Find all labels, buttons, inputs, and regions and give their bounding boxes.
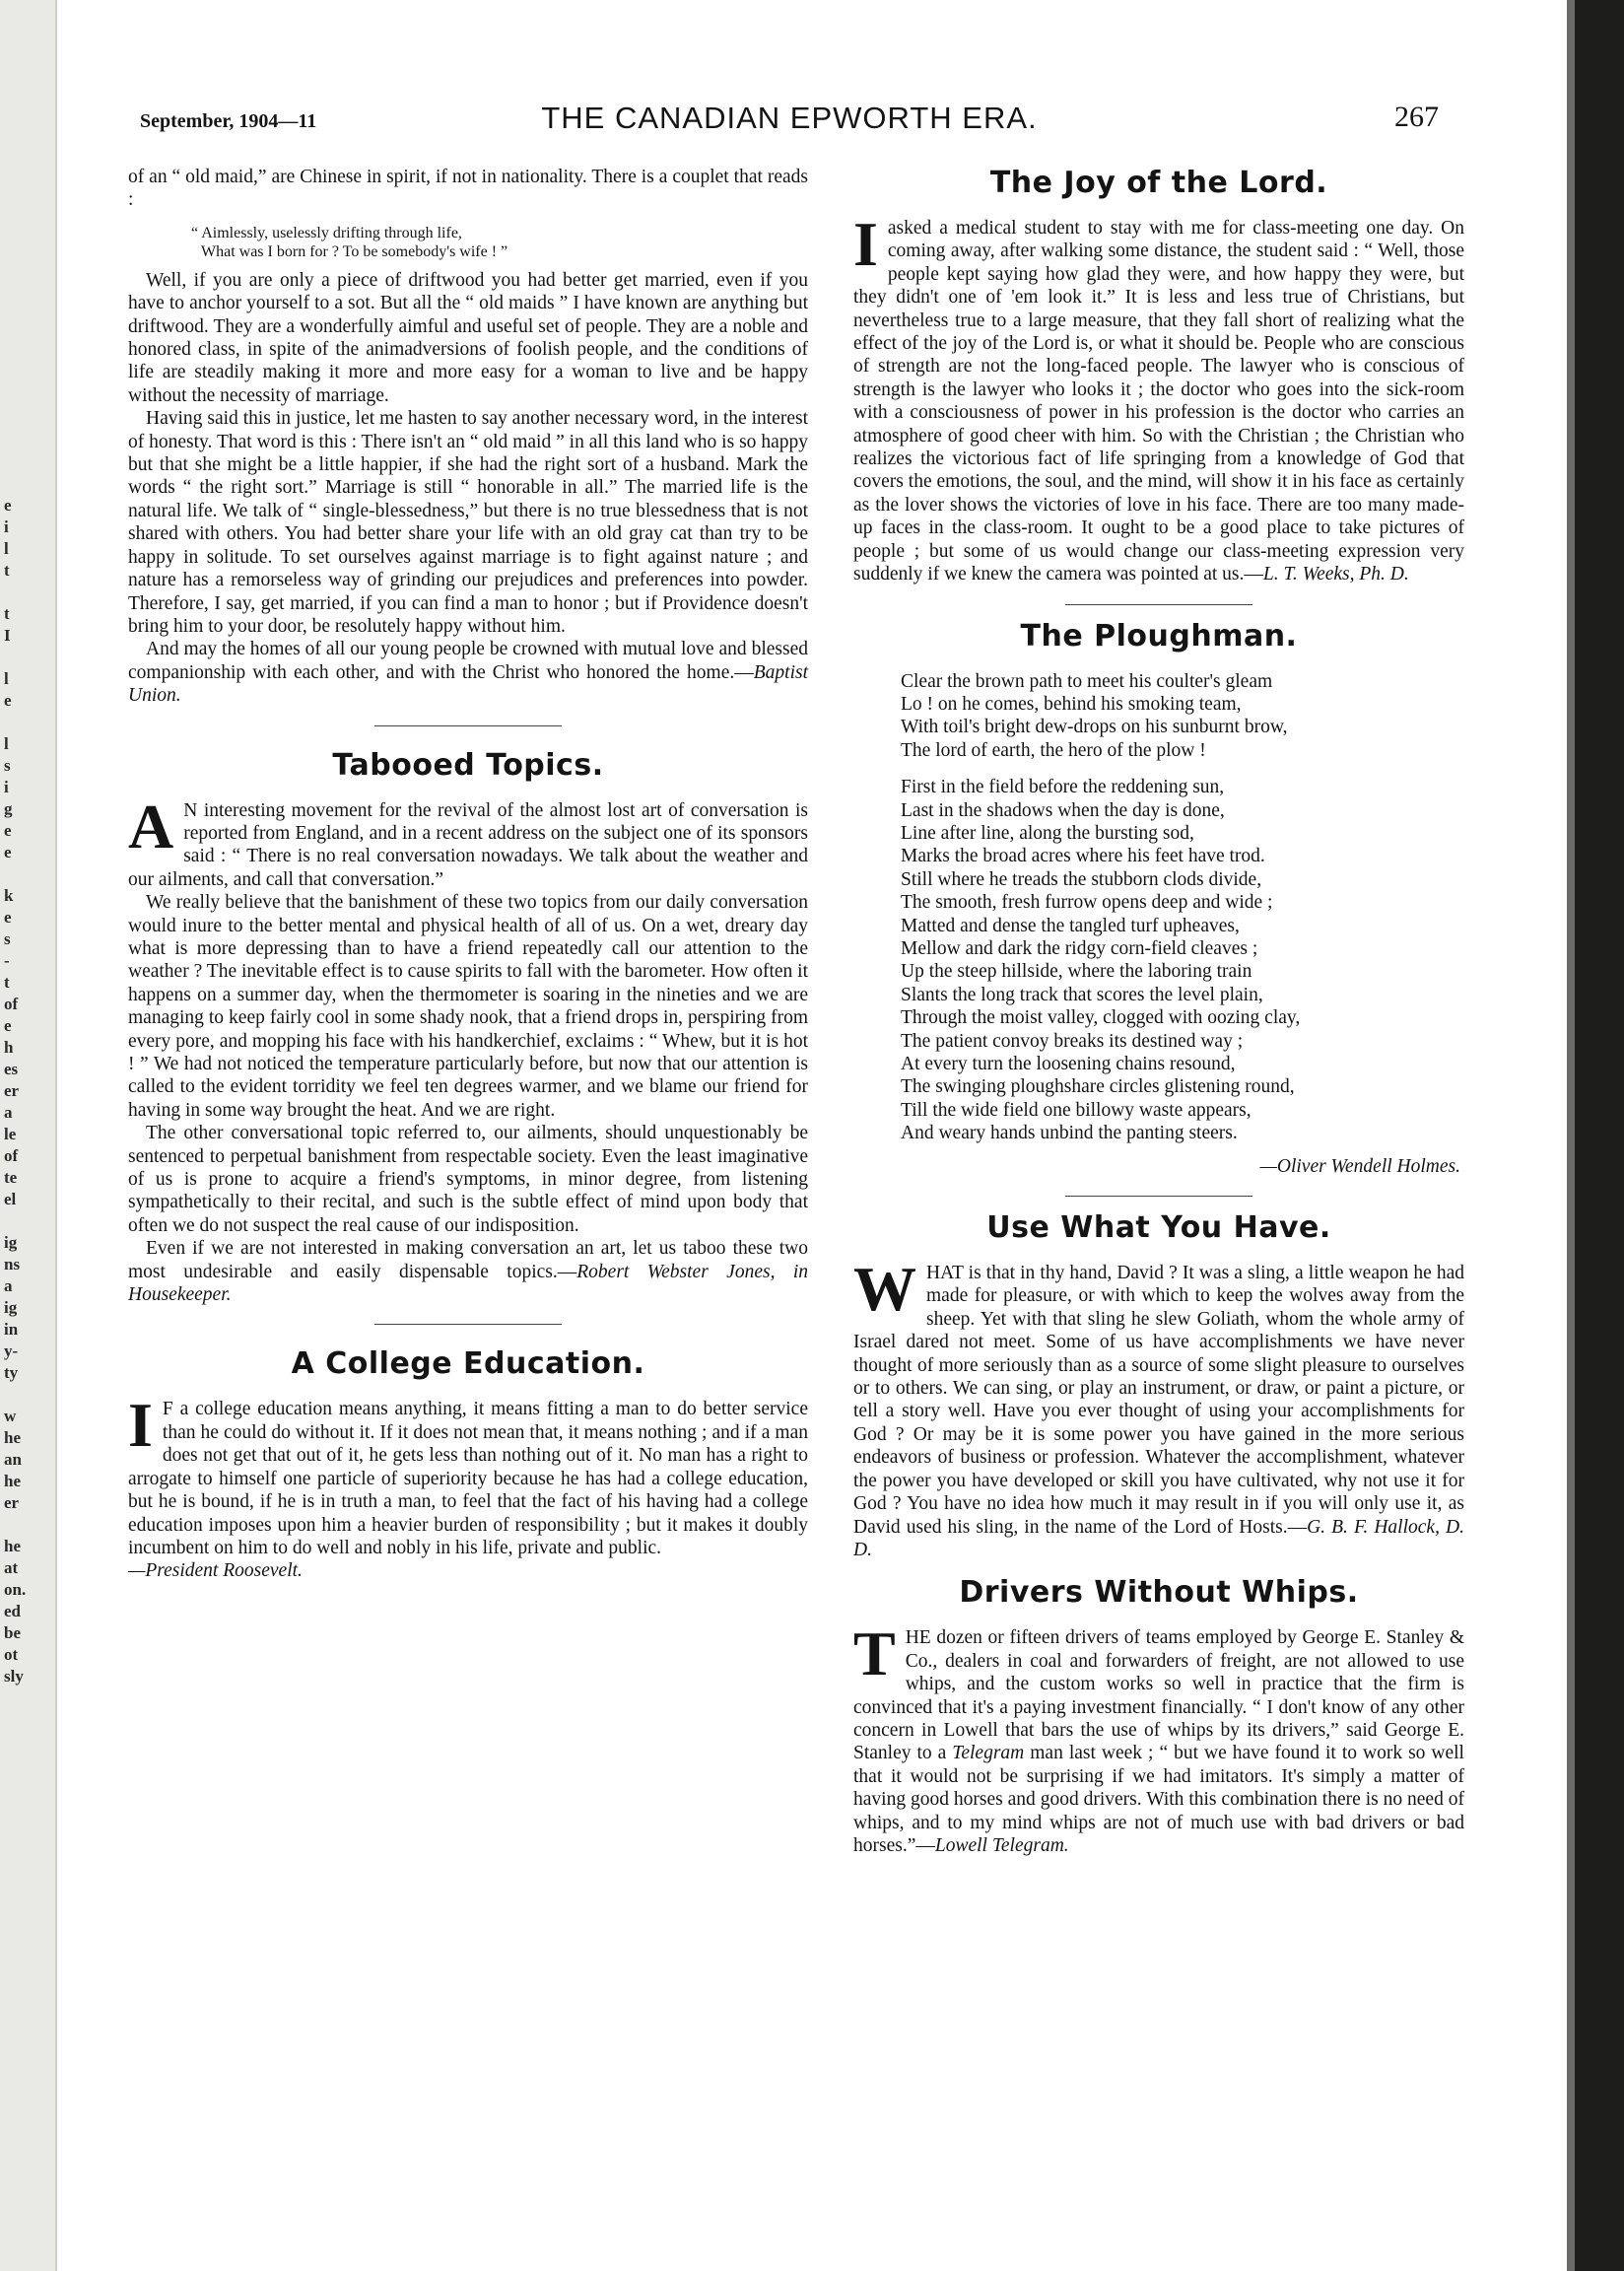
poem-stanza — [901, 670, 1464, 763]
paragraph-text: HE dozen or fifteen drivers of teams employed by George E. Stanley & Co., dealers in coal and forwarders of freight, are not allowed to use whips, and the custom works so well in practice that the firm is convinced that it's a paying investment financially. “ I don't know of any other concern in Lowell that bars the use of whips by its drivers,” said George E. Stanley to a — [853, 1627, 1464, 1764]
paragraph: N interesting movement for the revival of the almost lost art of conversation is reported from England, and in a recent address on the subject one of its sponsors said : “ There is no real conversation nowadays. We talk about the weather and our ailments, and call that conversation.” — [128, 799, 808, 890]
paragraph-text: Even if we are not interested in making conversation an art, let us taboo these two most undesirable and easily dispensable topics.— — [128, 1238, 808, 1282]
paragraph — [128, 1237, 808, 1306]
gutter-fragment: e — [4, 691, 12, 710]
gutter-fragment: e — [4, 1016, 12, 1035]
masthead — [140, 101, 1439, 140]
gutter-fragment: ty — [4, 1363, 19, 1382]
poem-line: The swinging ploughshare circles glistening round, — [901, 1076, 1295, 1098]
couplet-quote — [191, 224, 808, 261]
paragraph: F a college education means anything, it means fitting a man to do better service than he could do without it. If it does not mean that, it means nothing ; and if a man does not get that out of it, he gets less than nothing out of it. No man has a right to arrogate to himself one particle of superiority because he has had a college education, but he is bound, if he is in truth a man, to feel that the fact of his having had a college education imposes upon him a heavier burden of responsibility ; but it makes it doubly incumbent on him to do well and nobly in his life, private and public. — [128, 1399, 808, 1558]
gutter-fragment: te — [4, 1168, 18, 1187]
paragraph — [853, 209, 1464, 586]
article-body — [853, 1254, 1464, 1561]
gutter-fragment: of — [4, 995, 19, 1013]
poem-line: The patient convoy breaks its destined way ; — [901, 1030, 1244, 1052]
gutter-fragment: ed — [4, 1602, 21, 1620]
couplet-line-2: What was I born for ? To be somebody's wife ! ” — [201, 242, 508, 260]
gutter-fragment: ig — [4, 1233, 18, 1252]
drop-cap: T — [853, 1618, 896, 1689]
poem-attribution: —Oliver Wendell Holmes. — [1259, 1155, 1460, 1177]
gutter-fragment: sly — [4, 1667, 24, 1686]
poem-line: Till the wide field one billowy waste appears, — [901, 1099, 1252, 1121]
paragraph-text: HAT is that in thy hand, David ? It was a sling, a little weapon he had made for pleasure, or with which to keep the wolves away from the sheep. Yet with that sling he slew Goliath, whom the whole army of Israel dared not meet. Some of us have accomplishments we have never thought of more seriously than as a source of some slight pleasure to ourselves or to others. We can sing, or play an instrument, or draw, or paint a picture, or tell a story well. Have you ever thought of using your accomplishments for God ? Or may be it is some power you have gained in the more serious endeavors of business or profession. Whatever the accomplishment, whatever the power you have developed or skill you have cultivated, why not use it for God ? You have no idea how much it may result in if you will only use it, as David used his sling, in the name of the Lord of Hosts.— — [853, 1263, 1464, 1538]
article-heading-ploughman: The Ploughman. — [1020, 618, 1298, 654]
poem — [901, 670, 1464, 1179]
book-binding-edge — [1567, 0, 1624, 2271]
drop-cap: I — [128, 1390, 153, 1461]
gutter-fragment: - — [4, 951, 10, 970]
poem-line: Still where he treads the stubborn clods divide, — [901, 868, 1262, 890]
gutter-fragment: he — [4, 1472, 21, 1490]
article-heading-college-education: A College Education. — [291, 1346, 645, 1382]
gutter-fragment: I — [4, 626, 11, 645]
paragraph: Well, if you are only a piece of driftwood you had better get married, even if you have to anchor yourself to a sot. But all the “ old maids ” I have known are anything but driftwood. They are a wonderfully aimful and useful set of people. They are a noble and honored class, in spite of the animadversions of foolish people, and the conditions of life are steadily making it more and more easy for a woman to live and be happy without the necessity of marriage. — [128, 269, 808, 406]
gutter-fragment: on. — [4, 1580, 27, 1599]
paragraph — [128, 638, 808, 707]
gutter-fragment: k — [4, 886, 14, 905]
article-body — [128, 1390, 808, 1559]
poem-line: Lo ! on he comes, behind his smoking team, — [901, 693, 1242, 715]
gutter-fragment: g — [4, 799, 13, 818]
gutter-fragment: t — [4, 604, 10, 623]
article-heading-use-what-you-have: Use What You Have. — [986, 1210, 1331, 1246]
paragraph-text: man last week ; “ but we have found it to work so well that it would not be surprising if we had imitators. It's simply a matter of having good horses and good drivers. With this combination there is no need of whips, and to my mind whips are not of much use with bad drivers or bad horses.”— — [853, 1743, 1464, 1856]
gutter-fragment: a — [4, 1103, 13, 1122]
gutter-fragment: he — [4, 1537, 21, 1555]
poem-line: With toil's bright dew-drops on his sunburnt brow, — [901, 717, 1288, 738]
gutter-fragment: el — [4, 1190, 17, 1208]
page-number: 267 — [1394, 101, 1439, 133]
publication-title: THE CANADIAN EPWORTH ERA. — [541, 101, 1038, 135]
article-attribution: L. T. Weeks, Ph. D. — [1262, 564, 1409, 585]
poem-line: And weary hands unbind the panting steers. — [901, 1123, 1238, 1144]
section-divider — [374, 725, 562, 726]
poem-line: First in the field before the reddening sun, — [901, 777, 1225, 798]
gutter-fragment: er — [4, 1493, 20, 1512]
gutter-fragment: i — [4, 517, 9, 536]
gutter-fragment: ig — [4, 1298, 18, 1317]
gutter-fragment: e — [4, 496, 12, 515]
gutter-fragment: ns — [4, 1255, 21, 1273]
gutter-fragment: in — [4, 1320, 19, 1339]
gutter-fragment: t — [4, 561, 10, 580]
gutter-fragment: s — [4, 929, 11, 948]
gutter-fragment: er — [4, 1081, 20, 1100]
article-attribution: —President Roosevelt. — [128, 1560, 303, 1582]
drop-cap: I — [853, 209, 878, 279]
poem-line: Last in the shadows when the day is done, — [901, 799, 1225, 821]
article-body — [853, 209, 1464, 586]
poem-line: At every turn the loosening chains resound, — [901, 1054, 1236, 1074]
article-heading-tabooed-topics: Tabooed Topics. — [332, 747, 604, 783]
gutter-fragment: l — [4, 669, 9, 688]
magazine-page — [69, 0, 1565, 2271]
gutter-fragment: ot — [4, 1645, 19, 1664]
article-attribution: G. B. F. Hallock, D. D. — [853, 1516, 1464, 1560]
paragraph: The other conversational topic referred to, our ailments, should unquestionably be sentenced to perpetual banishment from respectable society. Even the least imaginative of us is prone to acquire a friend's symptoms, in minor degree, from listening sympathetically to their recital, and such is the subtle effect of mind upon body that often we do not suspect the real cause of our indisposition. — [128, 1123, 808, 1236]
gutter-fragment: t — [4, 973, 10, 992]
paragraph — [853, 1254, 1464, 1561]
gutter-fragment: at — [4, 1558, 19, 1577]
paragraph-text: And may the homes of all our young people be crowned with mutual love and blessed companionship with each other, and with the Christ who honored the home.— — [128, 639, 808, 683]
gutter-fragment: l — [4, 734, 9, 753]
article-heading-joy-of-the-lord: The Joy of the Lord. — [989, 166, 1328, 200]
gutter-fragment: es — [4, 1060, 19, 1078]
paragraph — [853, 1618, 1464, 1857]
issue-date: September, 1904—11 — [140, 110, 317, 132]
opening-text: of an “ old maid,” are Chinese in spirit, if not in nationality. There is a couplet that reads : — [128, 167, 808, 211]
article-heading-drivers-without-whips: Drivers Without Whips. — [959, 1575, 1359, 1611]
section-divider — [1065, 1196, 1252, 1197]
gutter-fragment: a — [4, 1276, 13, 1295]
poem-line: Through the moist valley, clogged with oozing clay, — [901, 1007, 1301, 1029]
paragraph-text: asked a medical student to stay with me for class-meeting one day. On coming away, after walking some distance, the student said : “ Well, those people kept saying how glad they were, and how happy they were, but they didn't one of 'em look it.” It is less and less true of Christians, but nevertheless true to a large measure, that they fall short of realizing what the effect of the joy of the Lord is, or what it should be. People who are conscious of strength are not the long-faced people. The lawyer who is conscious of strength is the lawyer who looks it ; the doctor who goes into the sick-room with a consciousness of power in his profession is the doctor who carries an atmosphere of good cheer with him. So with the Christian ; the Christian who realizes the victorious fact of life springing from a knowledge of God that covers the emotions, the soul, and the mind, will show it in his face as certainly as the lover shows the victories of love in his face. There are too many made-up faces in the class-room. It ought to be a good place to take pictures of people ; but some of us would change our class-meeting expression very suddenly if we knew the camera was pointed at us.— — [853, 218, 1464, 585]
article-attribution: Baptist Union. — [128, 661, 808, 707]
gutter-fragment: i — [4, 778, 9, 796]
gutter-fragment: be — [4, 1623, 21, 1642]
poem-line: Marks the broad acres where his feet have trod. — [901, 846, 1265, 867]
poem-line: Clear the brown path to meet his coulter's gleam — [901, 670, 1273, 692]
article-attribution: Lowell Telegram. — [934, 1834, 1069, 1856]
article-body — [853, 1618, 1464, 1857]
gutter-fragment: y- — [4, 1342, 19, 1360]
newspaper-name: Telegram — [952, 1743, 1025, 1764]
drop-cap: W — [853, 1254, 916, 1325]
article-body — [128, 791, 808, 892]
poem-line: Mellow and dark the ridgy corn-field cleaves ; — [901, 937, 1258, 959]
gutter-fragment: h — [4, 1038, 14, 1057]
article-attribution: Robert Webster Jones, in Housekeeper. — [128, 1261, 808, 1306]
gutter-fragment: e — [4, 821, 12, 840]
section-divider — [374, 1324, 562, 1325]
gutter-fragment: he — [4, 1428, 21, 1447]
poem-line: The lord of earth, the hero of the plow ! — [901, 739, 1206, 761]
poem-line: Up the steep hillside, where the laboring train — [901, 961, 1252, 983]
gutter-fragment: s — [4, 756, 11, 775]
gutter-fragment: l — [4, 539, 9, 558]
poem-line: Matted and dense the tangled turf upheaves, — [901, 915, 1240, 936]
gutter-fragment: an — [4, 1450, 22, 1469]
poem-line: Slants the long track that scores the level plain, — [901, 984, 1263, 1005]
poem-line: Line after line, along the bursting sod, — [901, 822, 1194, 844]
gutter-fragment: le — [4, 1125, 17, 1143]
drop-cap: A — [128, 791, 174, 861]
gutter-fragment: w — [4, 1407, 17, 1425]
section-divider — [1065, 604, 1252, 605]
gutter-fragment: e — [4, 908, 12, 927]
poem-line: The smooth, fresh furrow opens deep and wide ; — [901, 892, 1273, 914]
paragraph: We really believe that the banishment of these two topics from our daily conversation would inure to the better mental and physical health of all of us. On a wet, dreary day what is more depressing than to have a friend repeatedly call our attention to the weather ? The inevitable effect is to cause spirits to fall with the barometer. How often it happens on a summer day, when the thermometer is soaring in the nineties and we are managing to keep fairly cool in some shady nook, that a friend drops in, perspiring from every pore, and mopping his face with his handkerchief, exclaims : “ Whew, but it is hot ! ” We had not noticed the temperature particularly before, but now that our attention is called to the evident torridity we feel ten degrees warmer, and we blame our friend for having in some way brought the heat. And we are right. — [128, 892, 808, 1121]
left-column — [128, 166, 808, 1583]
gutter-fragment: e — [4, 843, 12, 861]
previous-page-gutter — [0, 0, 57, 2271]
couplet-line-1: “ Aimlessly, uselessly drifting through life, — [191, 224, 462, 241]
poem-stanza — [901, 776, 1464, 1145]
right-column — [853, 166, 1464, 1857]
paragraph: Having said this in justice, let me hasten to say another necessary word, in the interest of honesty. That word is this : There isn't an “ old maid ” in all this land who is so happy but that she might be a little happier, if she had the right sort of a husband. Mark the words “ the right sort.” Marriage is still “ honorable in all.” The married life is the natural life. We talk of “ single-blessedness,” but there is no true blessedness that is not shared with others. You had better share your life with an old gray cat than try to be happy in solitude. To set ourselves against marriage is to fight against nature ; and nature has a remorseless way of grinding our prejudices and preferences into powder. Therefore, I say, get married, if you can find a man to honor ; but if Providence doesn't bring him to your door, be resolutely happy without him. — [128, 408, 808, 637]
gutter-fragment: of — [4, 1146, 19, 1165]
